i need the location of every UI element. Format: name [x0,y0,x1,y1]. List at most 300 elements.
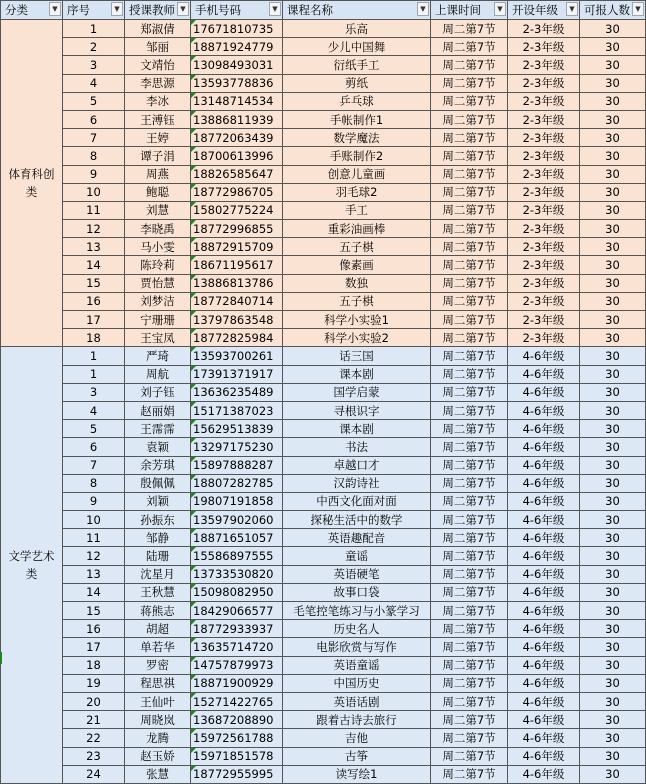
grade-cell[interactable]: 4-6年级 [508,420,580,438]
teacher-cell[interactable]: 孙振东 [125,511,191,529]
time-cell[interactable]: 周二第7节 [431,565,508,583]
teacher-cell[interactable]: 刘梦洁 [125,292,191,310]
course-cell[interactable]: 手账制作2 [283,147,431,165]
course-cell[interactable]: 手帐制作1 [283,110,431,128]
course-cell[interactable]: 数独 [283,274,431,292]
course-cell[interactable]: 英语话剧 [283,692,431,710]
phone-cell[interactable]: 18807282785 [191,474,283,492]
header-time[interactable]: 上课时间 ▼ [431,1,508,20]
filter-dropdown-icon[interactable]: ▼ [566,2,578,16]
index-cell[interactable]: 7 [63,129,125,147]
course-cell[interactable]: 吉他 [283,729,431,747]
teacher-cell[interactable]: 殷佩佩 [125,474,191,492]
time-cell[interactable]: 周二第7节 [431,201,508,219]
capacity-cell[interactable]: 30 [580,56,646,74]
time-cell[interactable]: 周二第7节 [431,165,508,183]
capacity-cell[interactable]: 30 [580,256,646,274]
capacity-cell[interactable]: 30 [580,38,646,56]
header-capacity[interactable]: 可报人数 ▼ [580,1,646,20]
phone-cell[interactable]: 17671810735 [191,20,283,38]
phone-cell[interactable]: 15972561788 [191,729,283,747]
teacher-cell[interactable]: 沈星月 [125,565,191,583]
index-cell[interactable]: 24 [63,765,125,783]
phone-cell[interactable]: 13593700261 [191,347,283,365]
phone-cell[interactable]: 18871900929 [191,674,283,692]
index-cell[interactable]: 7 [63,456,125,474]
time-cell[interactable]: 周二第7节 [431,638,508,656]
index-cell[interactable]: 11 [63,201,125,219]
course-cell[interactable]: 读写绘1 [283,765,431,783]
time-cell[interactable]: 周二第7节 [431,383,508,401]
phone-cell[interactable]: 18772063439 [191,129,283,147]
grade-cell[interactable]: 4-6年级 [508,529,580,547]
filter-dropdown-icon[interactable]: ▼ [177,2,189,16]
course-cell[interactable]: 中国历史 [283,674,431,692]
grade-cell[interactable]: 4-6年级 [508,547,580,565]
capacity-cell[interactable]: 30 [580,274,646,292]
capacity-cell[interactable]: 30 [580,583,646,601]
teacher-cell[interactable]: 李晓禹 [125,220,191,238]
phone-cell[interactable]: 13636235489 [191,383,283,401]
grade-cell[interactable]: 2-3年级 [508,183,580,201]
teacher-cell[interactable]: 周航 [125,365,191,383]
course-cell[interactable]: 话三国 [283,347,431,365]
course-cell[interactable]: 重彩油画棒 [283,220,431,238]
time-cell[interactable]: 周二第7节 [431,474,508,492]
course-cell[interactable]: 书法 [283,438,431,456]
phone-cell[interactable]: 18772933937 [191,620,283,638]
capacity-cell[interactable]: 30 [580,565,646,583]
grade-cell[interactable]: 2-3年级 [508,74,580,92]
index-cell[interactable]: 16 [63,620,125,638]
teacher-cell[interactable]: 邹丽 [125,38,191,56]
index-cell[interactable]: 10 [63,183,125,201]
time-cell[interactable]: 周二第7节 [431,511,508,529]
index-cell[interactable]: 22 [63,729,125,747]
grade-cell[interactable]: 4-6年级 [508,729,580,747]
category-cell[interactable]: 文学艺术类 [1,347,63,784]
phone-cell[interactable]: 18871924779 [191,38,283,56]
teacher-cell[interactable]: 郑淑倩 [125,20,191,38]
time-cell[interactable]: 周二第7节 [431,438,508,456]
time-cell[interactable]: 周二第7节 [431,183,508,201]
header-phone[interactable]: 手机号码 ▼ [191,1,283,20]
phone-cell[interactable]: 13148714534 [191,92,283,110]
course-cell[interactable]: 科学小实验2 [283,329,431,347]
teacher-cell[interactable]: 王秋慧 [125,583,191,601]
capacity-cell[interactable]: 30 [580,220,646,238]
phone-cell[interactable]: 13297175230 [191,438,283,456]
teacher-cell[interactable]: 贾怡慧 [125,274,191,292]
index-cell[interactable]: 17 [63,638,125,656]
capacity-cell[interactable]: 30 [580,602,646,620]
course-cell[interactable]: 五子棋 [283,238,431,256]
index-cell[interactable]: 14 [63,583,125,601]
index-cell[interactable]: 13 [63,238,125,256]
index-cell[interactable]: 1 [63,347,125,365]
course-cell[interactable]: 数学魔法 [283,129,431,147]
time-cell[interactable]: 周二第7节 [431,747,508,765]
grade-cell[interactable]: 4-6年级 [508,692,580,710]
course-cell[interactable]: 电影欣赏与写作 [283,638,431,656]
time-cell[interactable]: 周二第7节 [431,20,508,38]
phone-cell[interactable]: 13635714720 [191,638,283,656]
phone-cell[interactable]: 18871651057 [191,529,283,547]
course-cell[interactable]: 创意儿童画 [283,165,431,183]
teacher-cell[interactable]: 王仙叶 [125,692,191,710]
time-cell[interactable]: 周二第7节 [431,420,508,438]
capacity-cell[interactable]: 30 [580,747,646,765]
time-cell[interactable]: 周二第7节 [431,129,508,147]
capacity-cell[interactable]: 30 [580,365,646,383]
header-index[interactable]: 序号 ▼ [63,1,125,20]
filter-dropdown-icon[interactable]: ▼ [494,2,506,16]
filter-dropdown-icon[interactable]: ▼ [632,2,644,16]
time-cell[interactable]: 周二第7节 [431,56,508,74]
category-cell[interactable]: 体育科创类 [1,20,63,347]
time-cell[interactable]: 周二第7节 [431,656,508,674]
capacity-cell[interactable]: 30 [580,638,646,656]
teacher-cell[interactable]: 文靖怡 [125,56,191,74]
phone-cell[interactable]: 13886811939 [191,110,283,128]
phone-cell[interactable]: 13886813786 [191,274,283,292]
index-cell[interactable]: 16 [63,292,125,310]
teacher-cell[interactable]: 宁珊珊 [125,311,191,329]
course-cell[interactable]: 童谣 [283,547,431,565]
grade-cell[interactable]: 4-6年级 [508,511,580,529]
index-cell[interactable]: 11 [63,529,125,547]
time-cell[interactable]: 周二第7节 [431,365,508,383]
capacity-cell[interactable]: 30 [580,511,646,529]
time-cell[interactable]: 周二第7节 [431,456,508,474]
time-cell[interactable]: 周二第7节 [431,274,508,292]
phone-cell[interactable]: 18826585647 [191,165,283,183]
teacher-cell[interactable]: 刘颖 [125,492,191,510]
teacher-cell[interactable]: 马小雯 [125,238,191,256]
capacity-cell[interactable]: 30 [580,129,646,147]
course-cell[interactable]: 寻根识字 [283,401,431,419]
index-cell[interactable]: 9 [63,492,125,510]
time-cell[interactable]: 周二第7节 [431,602,508,620]
capacity-cell[interactable]: 30 [580,165,646,183]
capacity-cell[interactable]: 30 [580,147,646,165]
grade-cell[interactable]: 4-6年级 [508,365,580,383]
index-cell[interactable]: 15 [63,602,125,620]
time-cell[interactable]: 周二第7节 [431,92,508,110]
grade-cell[interactable]: 4-6年级 [508,474,580,492]
grade-cell[interactable]: 2-3年级 [508,201,580,219]
capacity-cell[interactable]: 30 [580,492,646,510]
header-course[interactable]: 课程名称 ▼ [283,1,431,20]
grade-cell[interactable]: 2-3年级 [508,110,580,128]
index-cell[interactable]: 15 [63,274,125,292]
phone-cell[interactable]: 15897888287 [191,456,283,474]
teacher-cell[interactable]: 刘子钰 [125,383,191,401]
course-cell[interactable]: 国学启蒙 [283,383,431,401]
grade-cell[interactable]: 2-3年级 [508,20,580,38]
index-cell[interactable]: 4 [63,74,125,92]
course-cell[interactable]: 手工 [283,201,431,219]
course-cell[interactable]: 衍纸手工 [283,56,431,74]
filter-dropdown-icon[interactable]: ▼ [269,2,281,16]
phone-cell[interactable]: 15629513839 [191,420,283,438]
grade-cell[interactable]: 4-6年级 [508,620,580,638]
course-cell[interactable]: 卓越口才 [283,456,431,474]
time-cell[interactable]: 周二第7节 [431,529,508,547]
time-cell[interactable]: 周二第7节 [431,492,508,510]
capacity-cell[interactable]: 30 [580,20,646,38]
teacher-cell[interactable]: 鲍聪 [125,183,191,201]
teacher-cell[interactable]: 罗密 [125,656,191,674]
course-cell[interactable]: 毛笔控笔练习与小篆学习 [283,602,431,620]
phone-cell[interactable]: 18772840714 [191,292,283,310]
index-cell[interactable]: 18 [63,329,125,347]
teacher-cell[interactable]: 余芳琪 [125,456,191,474]
teacher-cell[interactable]: 谭子涓 [125,147,191,165]
phone-cell[interactable]: 15971851578 [191,747,283,765]
phone-cell[interactable]: 13593778836 [191,74,283,92]
course-cell[interactable]: 英语硬笔 [283,565,431,583]
teacher-cell[interactable]: 赵丽娟 [125,401,191,419]
filter-dropdown-icon[interactable]: ▼ [49,2,61,16]
phone-cell[interactable]: 15586897555 [191,547,283,565]
index-cell[interactable]: 9 [63,165,125,183]
header-teacher[interactable]: 授课教师 ▼ [125,1,191,20]
time-cell[interactable]: 周二第7节 [431,711,508,729]
time-cell[interactable]: 周二第7节 [431,311,508,329]
teacher-cell[interactable]: 陈玲莉 [125,256,191,274]
course-cell[interactable]: 汉韵诗社 [283,474,431,492]
grade-cell[interactable]: 4-6年级 [508,347,580,365]
grade-cell[interactable]: 4-6年级 [508,674,580,692]
grade-cell[interactable]: 4-6年级 [508,638,580,656]
grade-cell[interactable]: 2-3年级 [508,311,580,329]
index-cell[interactable]: 3 [63,56,125,74]
teacher-cell[interactable]: 刘慧 [125,201,191,219]
teacher-cell[interactable]: 胡超 [125,620,191,638]
capacity-cell[interactable]: 30 [580,347,646,365]
filter-dropdown-icon[interactable]: ▼ [417,2,429,16]
capacity-cell[interactable]: 30 [580,620,646,638]
time-cell[interactable]: 周二第7节 [431,238,508,256]
grade-cell[interactable]: 4-6年级 [508,383,580,401]
time-cell[interactable]: 周二第7节 [431,292,508,310]
capacity-cell[interactable]: 30 [580,674,646,692]
teacher-cell[interactable]: 程思祺 [125,674,191,692]
grade-cell[interactable]: 2-3年级 [508,256,580,274]
teacher-cell[interactable]: 蒋熊志 [125,602,191,620]
grade-cell[interactable]: 4-6年级 [508,401,580,419]
course-cell[interactable]: 英语童谣 [283,656,431,674]
index-cell[interactable]: 8 [63,147,125,165]
phone-cell[interactable]: 15802775224 [191,201,283,219]
index-cell[interactable]: 17 [63,311,125,329]
teacher-cell[interactable]: 邹静 [125,529,191,547]
course-cell[interactable]: 五子棋 [283,292,431,310]
time-cell[interactable]: 周二第7节 [431,547,508,565]
index-cell[interactable]: 19 [63,674,125,692]
grade-cell[interactable]: 4-6年级 [508,438,580,456]
grade-cell[interactable]: 2-3年级 [508,292,580,310]
index-cell[interactable]: 1 [63,20,125,38]
grade-cell[interactable]: 4-6年级 [508,747,580,765]
grade-cell[interactable]: 2-3年级 [508,274,580,292]
teacher-cell[interactable]: 陆珊 [125,547,191,565]
time-cell[interactable]: 周二第7节 [431,256,508,274]
index-cell[interactable]: 21 [63,711,125,729]
phone-cell[interactable]: 18772825984 [191,329,283,347]
index-cell[interactable]: 4 [63,401,125,419]
capacity-cell[interactable]: 30 [580,656,646,674]
capacity-cell[interactable]: 30 [580,183,646,201]
index-cell[interactable]: 20 [63,692,125,710]
index-cell[interactable]: 3 [63,383,125,401]
index-cell[interactable]: 5 [63,420,125,438]
phone-cell[interactable]: 18872915709 [191,238,283,256]
grade-cell[interactable]: 4-6年级 [508,656,580,674]
teacher-cell[interactable]: 袁颖 [125,438,191,456]
index-cell[interactable]: 23 [63,747,125,765]
course-cell[interactable]: 课本剧 [283,420,431,438]
phone-cell[interactable]: 17391371917 [191,365,283,383]
course-cell[interactable]: 少儿中国舞 [283,38,431,56]
grade-cell[interactable]: 2-3年级 [508,56,580,74]
grade-cell[interactable]: 2-3年级 [508,92,580,110]
index-cell[interactable]: 6 [63,438,125,456]
time-cell[interactable]: 周二第7节 [431,583,508,601]
time-cell[interactable]: 周二第7节 [431,692,508,710]
capacity-cell[interactable]: 30 [580,456,646,474]
phone-cell[interactable]: 14757879973 [191,656,283,674]
phone-cell[interactable]: 13733530820 [191,565,283,583]
filter-dropdown-icon[interactable]: ▼ [111,2,123,16]
course-cell[interactable]: 科学小实验1 [283,311,431,329]
time-cell[interactable]: 周二第7节 [431,347,508,365]
teacher-cell[interactable]: 单若华 [125,638,191,656]
grade-cell[interactable]: 4-6年级 [508,711,580,729]
course-cell[interactable]: 英语趣配音 [283,529,431,547]
course-cell[interactable]: 像素画 [283,256,431,274]
teacher-cell[interactable]: 李冰 [125,92,191,110]
phone-cell[interactable]: 18772955995 [191,765,283,783]
grade-cell[interactable]: 2-3年级 [508,238,580,256]
time-cell[interactable]: 周二第7节 [431,147,508,165]
teacher-cell[interactable]: 赵玉娇 [125,747,191,765]
teacher-cell[interactable]: 王宝凤 [125,329,191,347]
index-cell[interactable]: 13 [63,565,125,583]
index-cell[interactable]: 6 [63,110,125,128]
capacity-cell[interactable]: 30 [580,74,646,92]
phone-cell[interactable]: 15171387023 [191,401,283,419]
capacity-cell[interactable]: 30 [580,420,646,438]
time-cell[interactable]: 周二第7节 [431,220,508,238]
phone-cell[interactable]: 13687208890 [191,711,283,729]
time-cell[interactable]: 周二第7节 [431,74,508,92]
grade-cell[interactable]: 4-6年级 [508,456,580,474]
grade-cell[interactable]: 2-3年级 [508,329,580,347]
course-cell[interactable]: 乒乓球 [283,92,431,110]
course-cell[interactable]: 剪纸 [283,74,431,92]
time-cell[interactable]: 周二第7节 [431,329,508,347]
capacity-cell[interactable]: 30 [580,547,646,565]
grade-cell[interactable]: 4-6年级 [508,765,580,783]
capacity-cell[interactable]: 30 [580,238,646,256]
time-cell[interactable]: 周二第7节 [431,110,508,128]
time-cell[interactable]: 周二第7节 [431,674,508,692]
capacity-cell[interactable]: 30 [580,765,646,783]
index-cell[interactable]: 5 [63,92,125,110]
teacher-cell[interactable]: 张慧 [125,765,191,783]
time-cell[interactable]: 周二第7节 [431,729,508,747]
teacher-cell[interactable]: 王霈霈 [125,420,191,438]
time-cell[interactable]: 周二第7节 [431,620,508,638]
course-cell[interactable]: 探秘生活中的数学 [283,511,431,529]
phone-cell[interactable]: 18772986705 [191,183,283,201]
capacity-cell[interactable]: 30 [580,729,646,747]
capacity-cell[interactable]: 30 [580,711,646,729]
phone-cell[interactable]: 18671195617 [191,256,283,274]
capacity-cell[interactable]: 30 [580,311,646,329]
capacity-cell[interactable]: 30 [580,110,646,128]
header-grade[interactable]: 开设年级 ▼ [508,1,580,20]
index-cell[interactable]: 12 [63,220,125,238]
grade-cell[interactable]: 2-3年级 [508,147,580,165]
capacity-cell[interactable]: 30 [580,201,646,219]
teacher-cell[interactable]: 王婷 [125,129,191,147]
teacher-cell[interactable]: 李思源 [125,74,191,92]
course-cell[interactable]: 乐高 [283,20,431,38]
capacity-cell[interactable]: 30 [580,329,646,347]
grade-cell[interactable]: 4-6年级 [508,602,580,620]
capacity-cell[interactable]: 30 [580,401,646,419]
capacity-cell[interactable]: 30 [580,92,646,110]
phone-cell[interactable]: 18700613996 [191,147,283,165]
course-cell[interactable]: 中西文化面对面 [283,492,431,510]
teacher-cell[interactable]: 龙腾 [125,729,191,747]
time-cell[interactable]: 周二第7节 [431,38,508,56]
course-cell[interactable]: 课本剧 [283,365,431,383]
grade-cell[interactable]: 2-3年级 [508,220,580,238]
course-cell[interactable]: 跟着古诗去旅行 [283,711,431,729]
time-cell[interactable]: 周二第7节 [431,401,508,419]
phone-cell[interactable]: 18772996855 [191,220,283,238]
phone-cell[interactable]: 19807191858 [191,492,283,510]
teacher-cell[interactable]: 王溥钰 [125,110,191,128]
index-cell[interactable]: 8 [63,474,125,492]
course-cell[interactable]: 历史名人 [283,620,431,638]
teacher-cell[interactable]: 严琦 [125,347,191,365]
teacher-cell[interactable]: 周燕 [125,165,191,183]
phone-cell[interactable]: 15271422765 [191,692,283,710]
grade-cell[interactable]: 4-6年级 [508,583,580,601]
capacity-cell[interactable]: 30 [580,692,646,710]
grade-cell[interactable]: 4-6年级 [508,565,580,583]
capacity-cell[interactable]: 30 [580,474,646,492]
capacity-cell[interactable]: 30 [580,438,646,456]
capacity-cell[interactable]: 30 [580,292,646,310]
phone-cell[interactable]: 15098082950 [191,583,283,601]
grade-cell[interactable]: 2-3年级 [508,38,580,56]
phone-cell[interactable]: 13098493031 [191,56,283,74]
phone-cell[interactable]: 13597902060 [191,511,283,529]
phone-cell[interactable]: 13797863548 [191,311,283,329]
teacher-cell[interactable]: 周晓岚 [125,711,191,729]
grade-cell[interactable]: 2-3年级 [508,165,580,183]
index-cell[interactable]: 2 [63,38,125,56]
time-cell[interactable]: 周二第7节 [431,765,508,783]
index-cell[interactable]: 10 [63,511,125,529]
course-cell[interactable]: 古筝 [283,747,431,765]
